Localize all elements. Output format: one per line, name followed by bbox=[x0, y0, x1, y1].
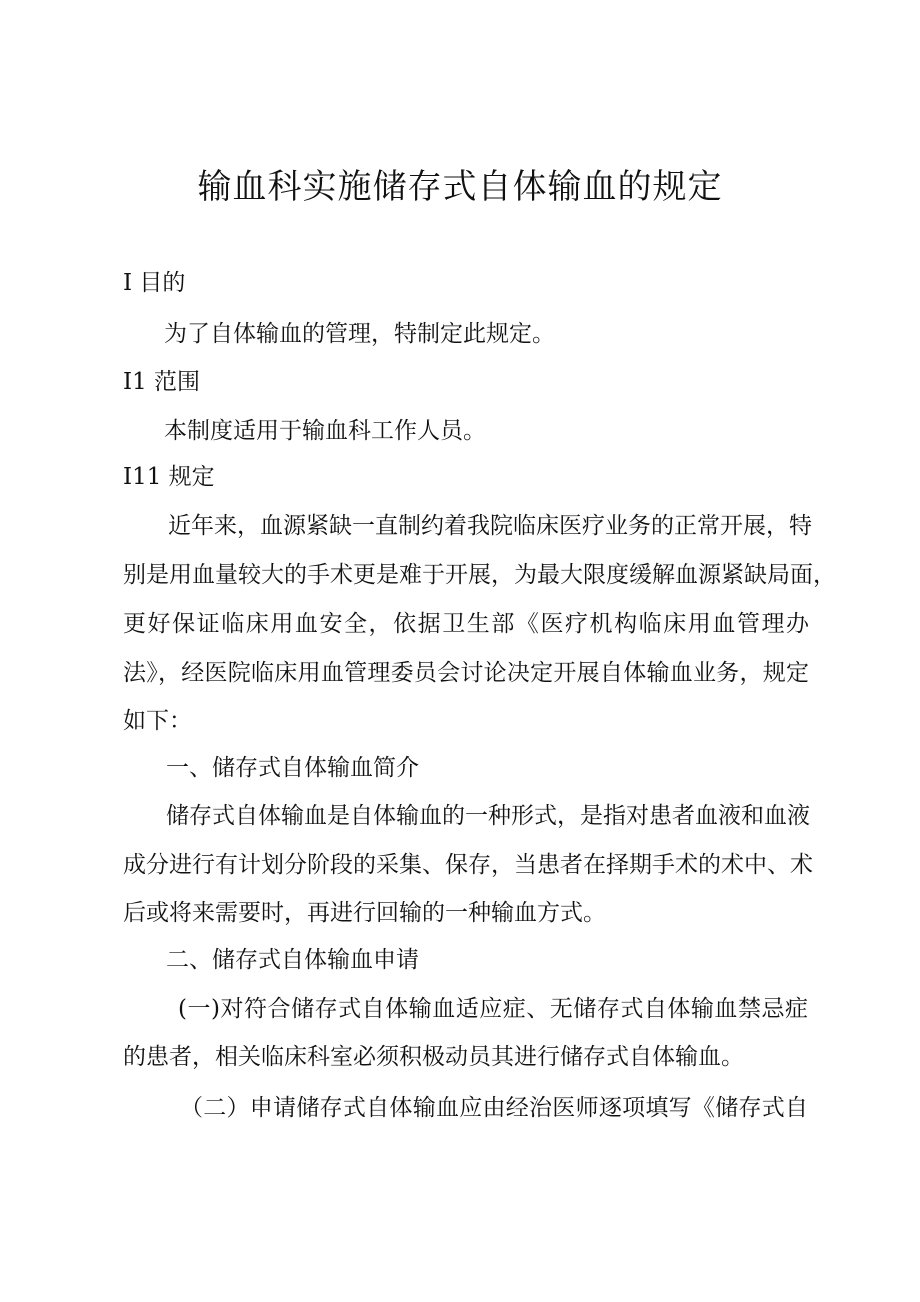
intro-line: 近年来，血源紧缺一直制约着我院临床医疗业务的正常开展，特 bbox=[168, 513, 812, 539]
part2-item2-line: （二）申请储存式自体输血应由经治医师逐项填写《储存式自 bbox=[180, 1095, 808, 1121]
section-heading-scope: I1 范围 bbox=[123, 369, 201, 395]
part1-heading: 一、储存式自体输血简介 bbox=[166, 755, 419, 781]
section-heading-purpose: I 目的 bbox=[123, 270, 186, 296]
section-body-scope: 本制度适用于输血科工作人员。 bbox=[164, 418, 486, 444]
part1-line: 后或将来需要时，再进行回输的一种输血方式。 bbox=[123, 900, 606, 926]
part1-line: 储存式自体输血是自体输血的一种形式，是指对患者血液和血液 bbox=[166, 803, 810, 829]
intro-line: 如下： bbox=[123, 708, 192, 734]
document-title: 输血科实施储存式自体输血的规定 bbox=[197, 167, 723, 207]
intro-line: 别是用血量较大的手术更是难于开展，为最大限度缓解血源紧缺局面， bbox=[123, 562, 836, 588]
section-heading-rules: I11 规定 bbox=[123, 464, 215, 490]
intro-line: 更好保证临床用血安全，依据卫生部《医疗机构临床用血管理办 bbox=[123, 611, 809, 637]
section-body-purpose: 为了自体输血的管理，特制定此规定。 bbox=[164, 321, 555, 347]
intro-line: 法》，经医院临床用血管理委员会讨论决定开展自体输血业务，规定 bbox=[123, 660, 809, 686]
part2-heading: 二、储存式自体输血申请 bbox=[166, 947, 419, 973]
part2-item1-line: 的患者，相关临床科室必须积极动员其进行储存式自体输血。 bbox=[123, 1044, 744, 1070]
part1-line: 成分进行有计划分阶段的采集、保存，当患者在择期手术的术中、术 bbox=[123, 852, 813, 878]
part2-item1-line: (一)对符合储存式自体输血适应症、无储存式自体输血禁忌症 bbox=[178, 996, 808, 1022]
